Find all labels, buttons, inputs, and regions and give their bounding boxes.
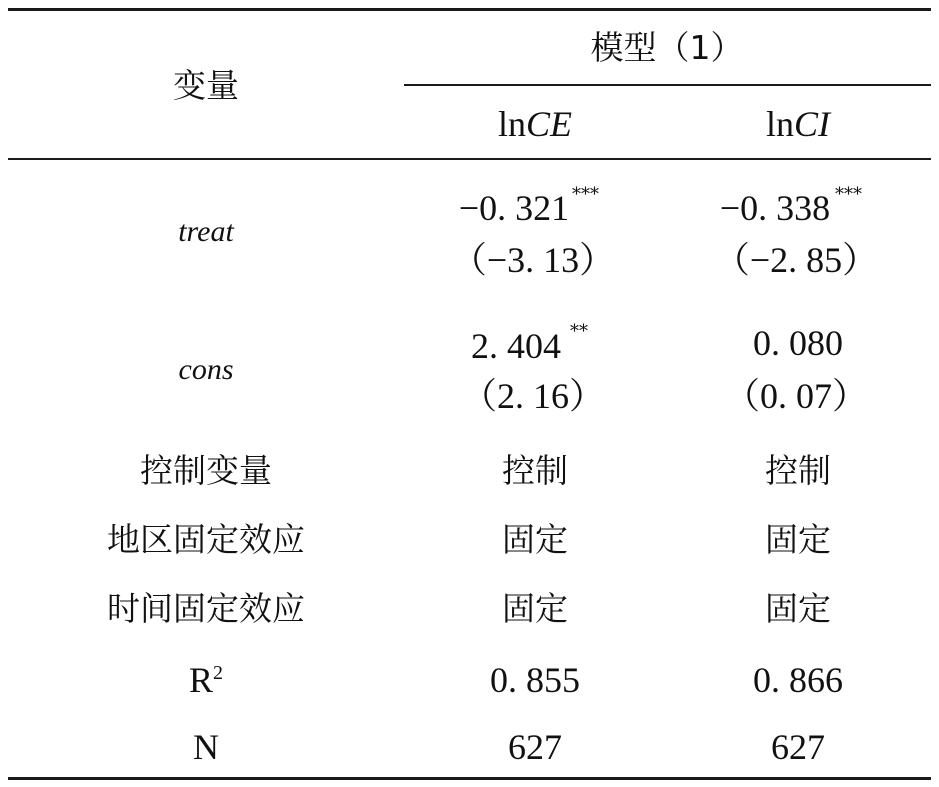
model-header: 模型（1） [590, 28, 744, 67]
cons-stars-col1: ** [570, 321, 588, 342]
treat-coef-col2: −0. 338 [719, 188, 831, 228]
region-fe-col2: 固定 [765, 520, 831, 559]
column-header-lnce [498, 104, 572, 144]
cons-coef-col1: 2. 404 [471, 326, 561, 366]
row-label-region-fe: 地区固定效应 [107, 520, 305, 559]
row-label-n: N [193, 727, 219, 767]
r-squared-col1: 0. 855 [490, 660, 580, 700]
treat-stars-col1: *** [572, 184, 599, 205]
row-label-cons: cons [178, 353, 234, 386]
row-label-controls: 控制变量 [140, 451, 272, 490]
row-label-time-fe: 时间固定效应 [107, 589, 305, 628]
r-squared-col2: 0. 866 [753, 660, 843, 700]
variable-header: 变量 [173, 66, 239, 105]
cons-t-col1: （2. 16） [460, 376, 606, 416]
time-fe-col2: 固定 [765, 589, 831, 628]
n-col1: 627 [508, 727, 562, 767]
header-bottom-rule [8, 158, 931, 160]
n-col2: 627 [771, 727, 825, 767]
column-header-var: CI [794, 104, 831, 144]
treat-coef-col1: −0. 321 [458, 188, 570, 228]
treat-t-col1: （−3. 13） [450, 240, 616, 280]
treat-t-col2: （−2. 85） [713, 240, 879, 280]
row-label-treat: treat [178, 215, 234, 248]
region-fe-col1: 固定 [502, 520, 568, 559]
cons-t-col2: （0. 07） [723, 376, 869, 416]
column-header-var: CE [526, 104, 573, 144]
model-underline-rule [404, 84, 931, 86]
column-header-lnci [766, 104, 830, 144]
row-label-r-squared [189, 660, 223, 700]
top-rule [8, 8, 931, 11]
bottom-rule [8, 777, 931, 780]
time-fe-col1: 固定 [502, 589, 568, 628]
column-header-prefix: ln [765, 104, 795, 144]
r-squared-letter: R [188, 660, 214, 700]
treat-stars-col2: *** [835, 184, 862, 205]
controls-col1: 控制 [502, 451, 568, 490]
controls-col2: 控制 [765, 451, 831, 490]
cons-coef-col2: 0. 080 [753, 323, 843, 363]
r-squared-exponent: 2 [213, 662, 224, 684]
column-header-prefix: ln [497, 104, 526, 144]
